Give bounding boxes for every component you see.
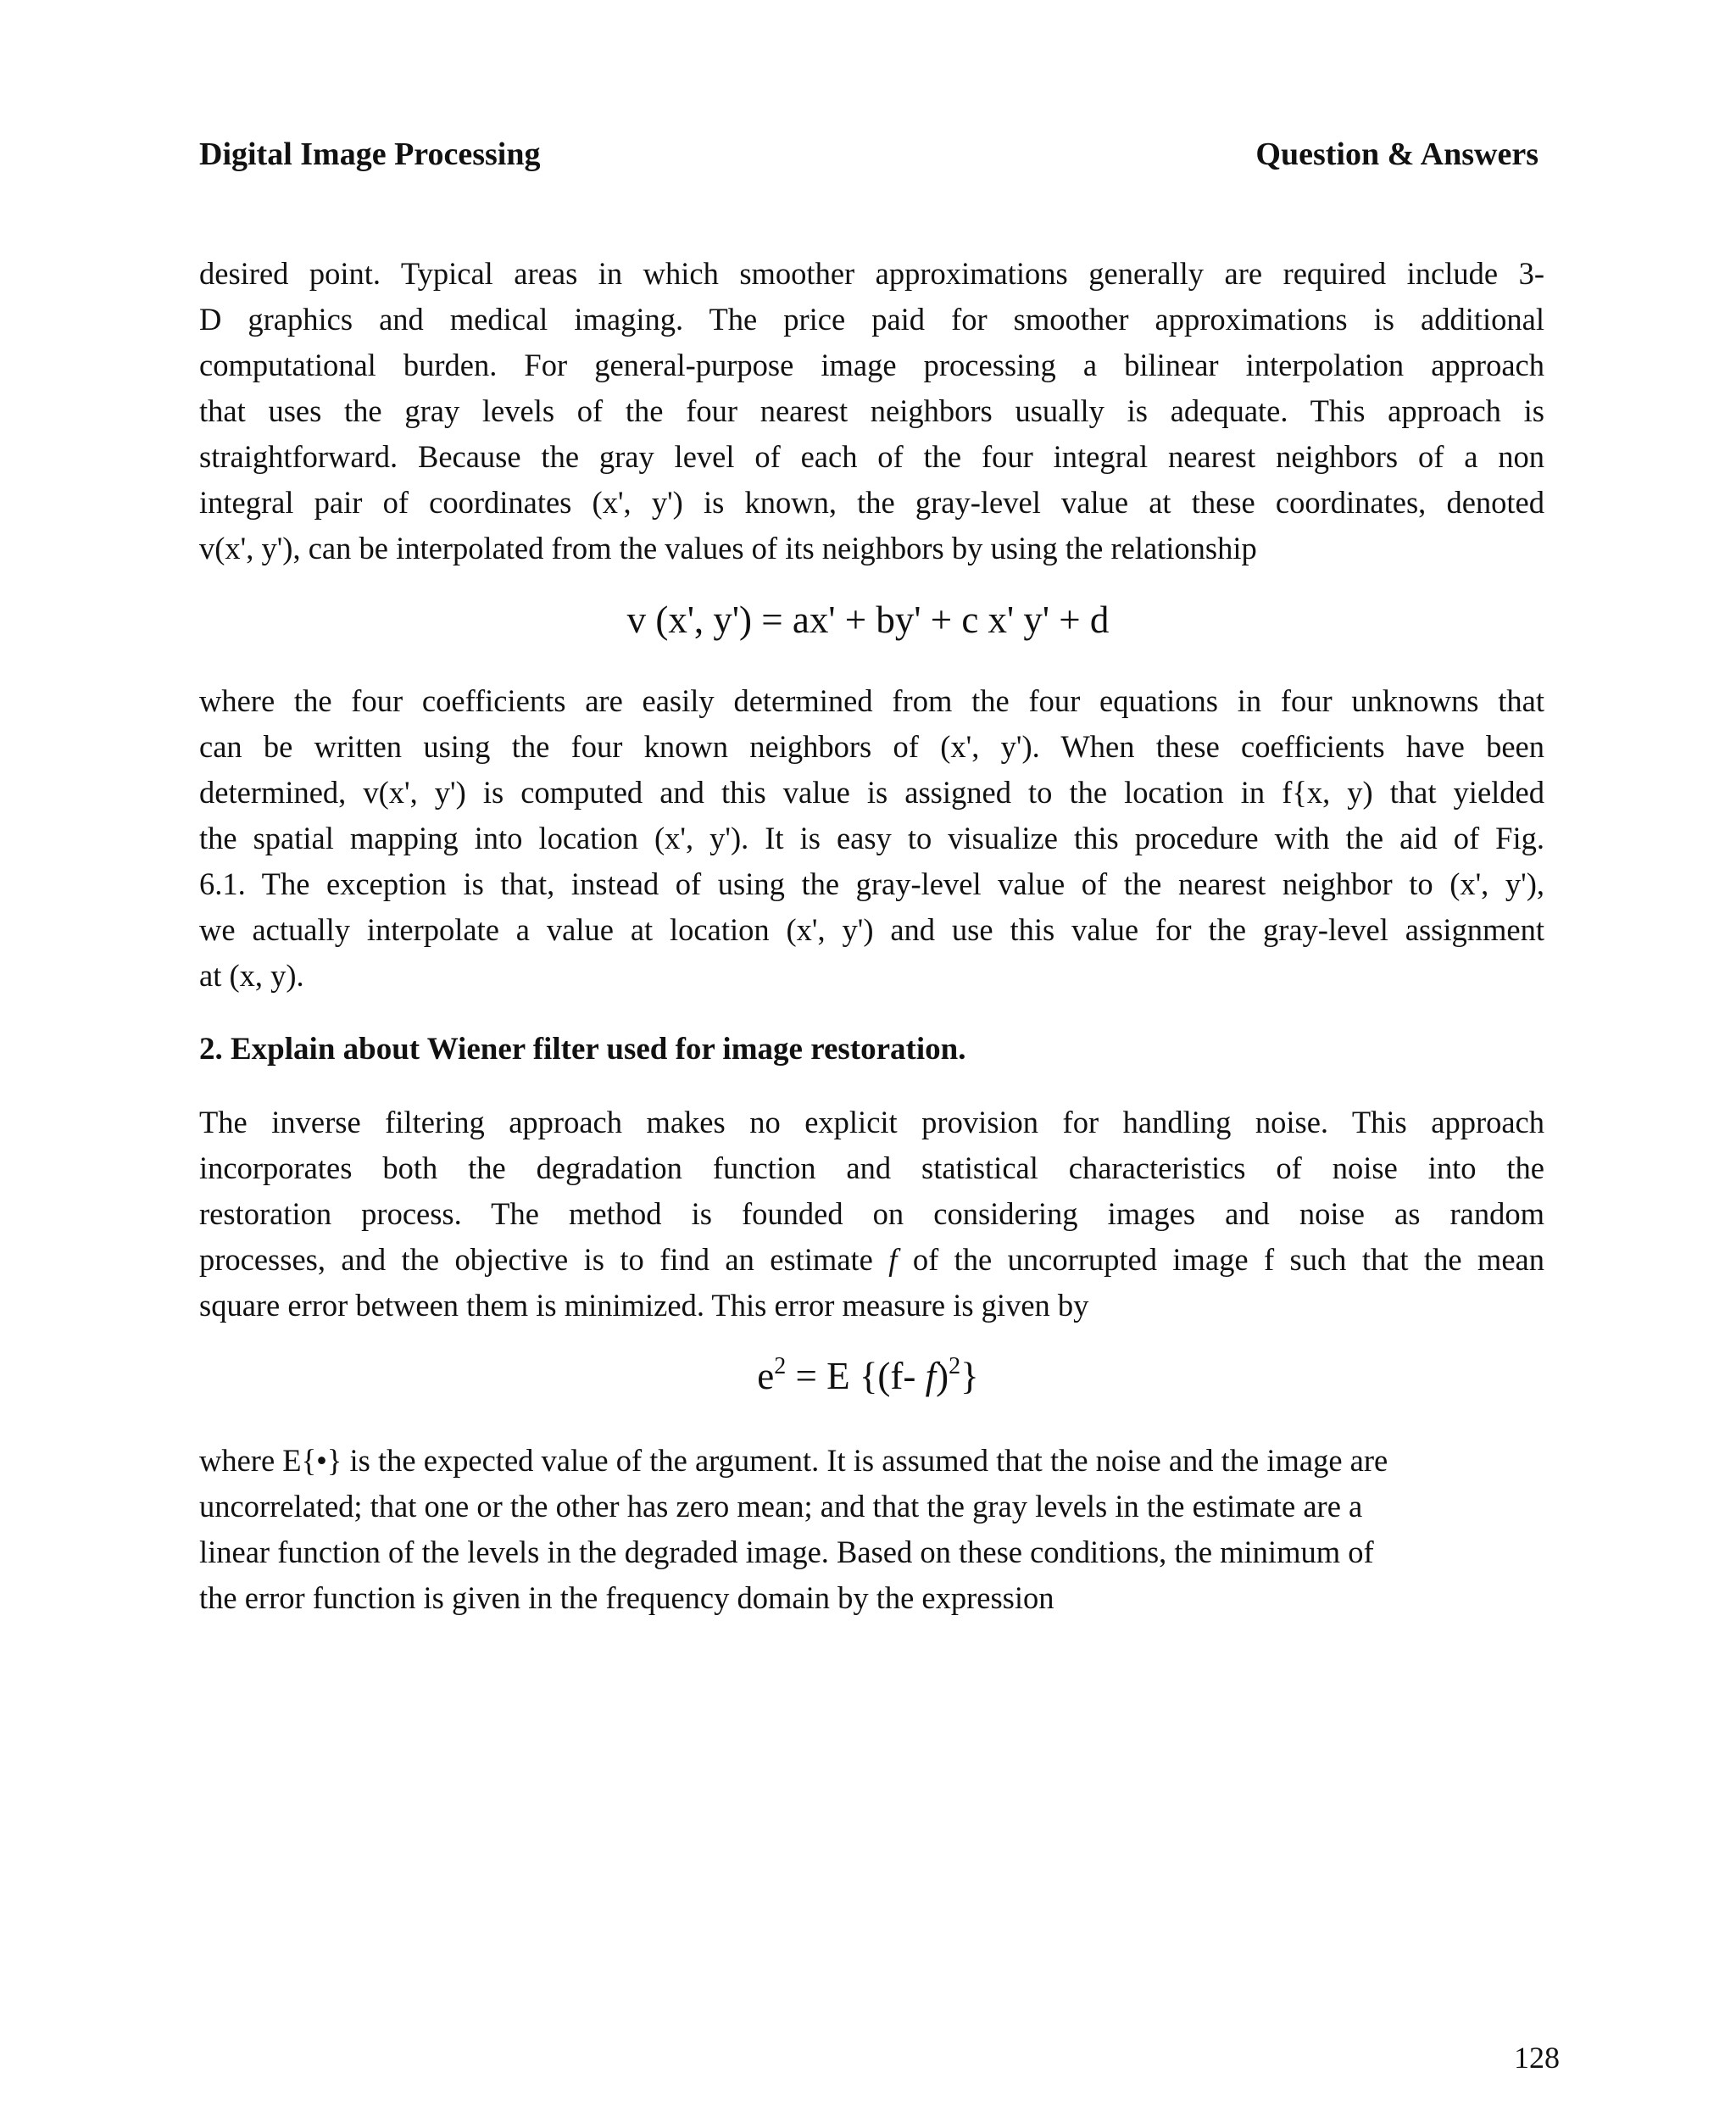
text-line: 6.1. The exception is that, instead of using the gray-level value of the nearest neighbor to (x', y'), xyxy=(199,866,1544,901)
text-line: straightforward. Because the gray level of each of the four integral nearest neighbors of a non xyxy=(199,439,1544,474)
text-line: that uses the gray levels of the four nearest neighbors usually is adequate. This approach is xyxy=(199,393,1544,428)
eq-exponent: 2 xyxy=(949,1353,961,1379)
text-line: where E{•} is the expected value of the argument. It is assumed that the noise and the image are xyxy=(199,1443,1388,1478)
text-segment: of the uncorrupted image f such that the mean xyxy=(897,1242,1544,1277)
mse-equation xyxy=(0,1354,1736,1398)
header-title: Digital Image Processing xyxy=(199,136,541,172)
paragraph-wiener-intro xyxy=(199,1100,1544,1329)
question-heading: 2. Explain about Wiener filter used for image restoration. xyxy=(199,1032,966,1067)
page-header xyxy=(199,136,1538,178)
eq-estimate: f xyxy=(925,1355,937,1397)
text-line: incorporates both the degradation function and statistical characteristics of noise into the xyxy=(199,1150,1544,1185)
text-line xyxy=(199,1237,1544,1283)
header-subtitle: Question & Answers xyxy=(1255,136,1538,172)
text-line: square error between them is minimized. This error measure is given by xyxy=(199,1288,1089,1323)
text-line: restoration process. The method is founded on considering images and noise as random xyxy=(199,1196,1544,1231)
text-line: the error function is given in the frequency domain by the expression xyxy=(199,1580,1054,1615)
text-line: at (x, y). xyxy=(199,958,304,993)
text-line: D graphics and medical imaging. The price paid for smoother approximations is additional xyxy=(199,302,1544,337)
eq-end: } xyxy=(960,1355,979,1397)
text-line: we actually interpolate a value at location (x', y') and use this value for the gray-level assignment xyxy=(199,912,1544,947)
paragraph-wiener-conditions xyxy=(199,1438,1505,1621)
eq-middle: = E {(f- xyxy=(786,1355,926,1397)
eq-e: e xyxy=(757,1355,775,1397)
text-line: can be written using the four known neighbors of (x', y'). When these coefficients have been xyxy=(199,729,1544,764)
paragraph-interpolation xyxy=(199,251,1544,571)
text-line: determined, v(x', y') is computed and this value is assigned to the location in f{x, y) that yielded xyxy=(199,775,1544,810)
text-line: The inverse filtering approach makes no explicit provision for handling noise. This approach xyxy=(199,1105,1544,1139)
text-line: where the four coefficients are easily determined from the four equations in four unknowns that xyxy=(199,683,1544,718)
text-line: linear function of the levels in the degraded image. Based on these conditions, the minimum of xyxy=(199,1535,1374,1569)
text-line: integral pair of coordinates (x', y') is known, the gray-level value at these coordinates, denoted xyxy=(199,485,1544,520)
eq-close: ) xyxy=(936,1355,949,1397)
bilinear-equation: v (x', y') = ax' + by' + c x' y' + d xyxy=(626,599,1110,641)
text-line: uncorrelated; that one or the other has zero mean; and that the gray levels in the estimate are a xyxy=(199,1489,1363,1524)
estimate-symbol: f xyxy=(888,1242,898,1277)
eq-exponent: 2 xyxy=(774,1353,787,1379)
paragraph-coefficients xyxy=(199,678,1544,999)
text-line: computational burden. For general-purpose image processing a bilinear interpolation approach xyxy=(199,348,1544,382)
text-line: the spatial mapping into location (x', y'). It is easy to visualize this procedure with the aid of Fig. xyxy=(199,821,1544,855)
text-line: v(x', y'), can be interpolated from the values of its neighbors by using the relationship xyxy=(199,531,1257,565)
page-number: 128 xyxy=(1514,2041,1560,2075)
text-line: desired point. Typical areas in which smoother approximations generally are required include 3- xyxy=(199,256,1544,291)
text-segment: processes, and the objective is to find an estimate xyxy=(199,1242,889,1277)
